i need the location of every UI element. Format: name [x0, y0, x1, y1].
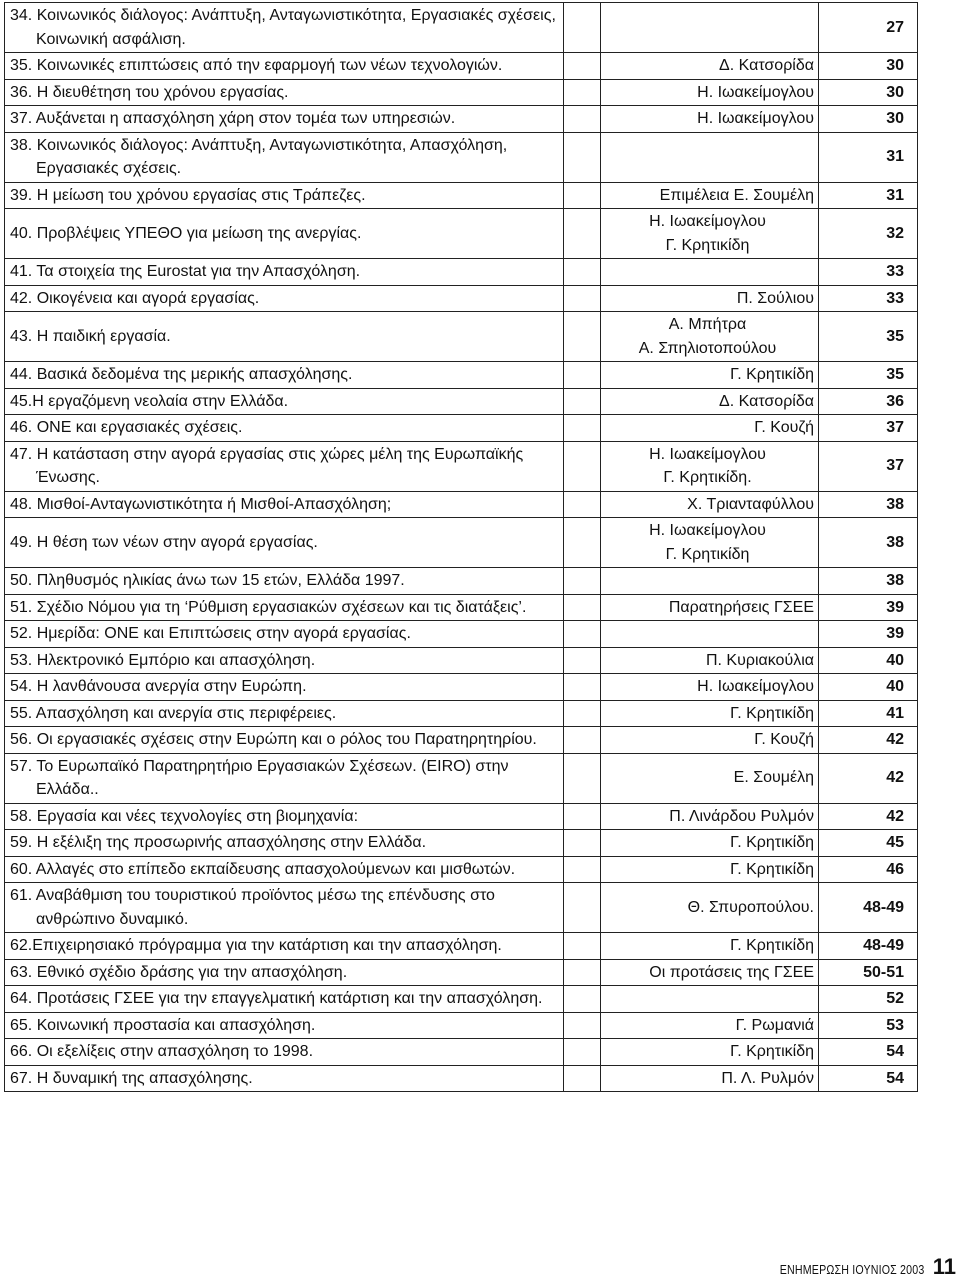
- entry-title: 40. Προβλέψεις ΥΠΕΘΟ για μείωση της ανεργίας.: [5, 209, 564, 259]
- toc-row: [5, 568, 918, 595]
- entry-title: 49. Η θέση των νέων στην αγορά εργασίας.: [5, 518, 564, 568]
- toc-row: [5, 79, 918, 106]
- author-name: Γ. Ρωμανιά: [735, 1016, 814, 1034]
- author-name: Η. Ιωακείμογλου: [697, 83, 814, 101]
- entry-author: [601, 647, 819, 674]
- entry-title: 55. Απασχόληση και ανεργία στις περιφέρειες.: [5, 700, 564, 727]
- entry-title: 63. Εθνικό σχέδιο δράσης για την απασχόληση.: [5, 959, 564, 986]
- author-name: Η. Ιωακείμογλου: [697, 678, 814, 695]
- entry-title: 45.Η εργαζόμενη νεολαία στην Ελλάδα.: [5, 388, 564, 415]
- entry-author: [601, 79, 819, 106]
- entry-title: 48. Μισθοί-Ανταγωνιστικότητα ή Μισθοί-Απασχόληση;: [5, 491, 564, 518]
- entry-author: [601, 933, 819, 960]
- toc-row: [5, 647, 918, 674]
- entry-spacer: [564, 959, 601, 986]
- author-name: Γ. Κουζή: [754, 731, 814, 748]
- entry-page: 32: [819, 209, 918, 259]
- entry-author: [601, 803, 819, 830]
- toc-row: [5, 312, 918, 362]
- toc-row: [5, 830, 918, 857]
- entry-page: 38: [819, 518, 918, 568]
- entry-spacer: [564, 803, 601, 830]
- entry-title: 54. Η λανθάνουσα ανεργία στην Ευρώπη.: [5, 674, 564, 701]
- entry-title: 60. Αλλαγές στο επίπεδο εκπαίδευσης απασχολούμενων και μισθωτών.: [5, 856, 564, 883]
- entry-title: 47. Η κατάσταση στην αγορά εργασίας στις χώρες μέλη της Ευρωπαϊκής Ένωσης.: [5, 441, 564, 491]
- entry-author: [601, 883, 819, 933]
- entry-page: 31: [819, 132, 918, 182]
- entry-author: [601, 674, 819, 701]
- entry-spacer: [564, 132, 601, 182]
- toc-row: [5, 727, 918, 754]
- toc-row: [5, 856, 918, 883]
- entry-title: 53. Ηλεκτρονικό Εμπόριο και απασχόληση.: [5, 647, 564, 674]
- entry-author: [601, 106, 819, 133]
- toc-row: [5, 1065, 918, 1092]
- author-name: Η. Ιωακείμογλου: [649, 522, 766, 539]
- entry-title: 36. Η διευθέτηση του χρόνου εργασίας.: [5, 79, 564, 106]
- entry-author: [601, 621, 819, 648]
- author-name: Π. Σούλιου: [736, 289, 814, 307]
- toc-row: [5, 491, 918, 518]
- entry-page: 48-49: [819, 883, 918, 933]
- entry-spacer: [564, 388, 601, 415]
- entry-spacer: [564, 883, 601, 933]
- entry-spacer: [564, 1012, 601, 1039]
- entry-title: 44. Βασικά δεδομένα της μερικής απασχόλησης.: [5, 362, 564, 389]
- entry-title: 52. Ημερίδα: ΟΝΕ και Επιπτώσεις στην αγορά εργασίας.: [5, 621, 564, 648]
- toc-row: [5, 518, 918, 568]
- entry-title: 58. Εργασία και νέες τεχνολογίες στη βιομηχανία:: [5, 803, 564, 830]
- toc-row: [5, 3, 918, 53]
- entry-title: 65. Κοινωνική προστασία και απασχόληση.: [5, 1012, 564, 1039]
- issue-label: ΕΝΗΜΕΡΩΣΗ ΙΟΥΝΙΟΣ 2003: [780, 1262, 925, 1277]
- entry-page: 39: [819, 594, 918, 621]
- entry-author: [601, 1012, 819, 1039]
- toc-row: [5, 959, 918, 986]
- author-name: Παρατηρήσεις ΓΣΕΕ: [668, 598, 814, 616]
- entry-author: [601, 594, 819, 621]
- entry-page: 54: [819, 1039, 918, 1066]
- entry-spacer: [564, 568, 601, 595]
- author-name: Π. Λ. Ρυλμόν: [721, 1069, 814, 1087]
- entry-page: 37: [819, 441, 918, 491]
- toc-row: [5, 106, 918, 133]
- author-name: Δ. Κατσορίδα: [719, 392, 814, 410]
- entry-title: 42. Οικογένεια και αγορά εργασίας.: [5, 285, 564, 312]
- entry-page: 27: [819, 3, 918, 53]
- entry-author: [601, 182, 819, 209]
- toc-row: [5, 933, 918, 960]
- contents-table-body: [5, 3, 918, 1092]
- author-name: Α. Σπηλιοτοπούλου: [638, 339, 777, 357]
- entry-spacer: [564, 830, 601, 857]
- entry-page: 30: [819, 79, 918, 106]
- entry-author: [601, 3, 819, 53]
- entry-spacer: [564, 182, 601, 209]
- author-name: Γ. Κρητικίδη: [665, 545, 750, 563]
- entry-title: 35. Κοινωνικές επιπτώσεις από την εφαρμογή των νέων τεχνολογιών.: [5, 53, 564, 80]
- contents-table: [4, 2, 918, 1092]
- entry-spacer: [564, 3, 601, 53]
- toc-row: [5, 594, 918, 621]
- entry-author: [601, 285, 819, 312]
- toc-row: [5, 1012, 918, 1039]
- entry-spacer: [564, 1039, 601, 1066]
- entry-spacer: [564, 518, 601, 568]
- entry-title: 57. Το Ευρωπαϊκό Παρατηρητήριο Εργασιακών Σχέσεων. (EIRO) στην Ελλάδα..: [5, 753, 564, 803]
- entry-author: [601, 1065, 819, 1092]
- entry-author: [601, 388, 819, 415]
- toc-row: [5, 132, 918, 182]
- entry-spacer: [564, 621, 601, 648]
- toc-row: [5, 285, 918, 312]
- toc-row: [5, 415, 918, 442]
- entry-author: [601, 986, 819, 1013]
- author-name: Η. Ιωακείμογλου: [697, 110, 814, 127]
- toc-row: [5, 700, 918, 727]
- page-number: 11: [932, 1254, 956, 1279]
- toc-row: [5, 53, 918, 80]
- page-footer: [748, 1254, 956, 1280]
- entry-page: 53: [819, 1012, 918, 1039]
- author-name: Η. Ιωακείμογλου: [649, 445, 766, 463]
- entry-author: [601, 753, 819, 803]
- entry-page: 42: [819, 803, 918, 830]
- entry-spacer: [564, 312, 601, 362]
- author-name: Γ. Κουζή: [754, 419, 814, 436]
- entry-spacer: [564, 491, 601, 518]
- entry-title: 64. Προτάσεις ΓΣΕΕ για την επαγγελματική κατάρτιση και την απασχόληση.: [5, 986, 564, 1013]
- entry-page: 42: [819, 753, 918, 803]
- author-name: Επιμέλεια Ε. Σουμέλη: [659, 186, 814, 204]
- entry-title: 66. Οι εξελίξεις στην απασχόληση το 1998.: [5, 1039, 564, 1066]
- entry-spacer: [564, 259, 601, 286]
- entry-author: [601, 727, 819, 754]
- entry-title: 43. Η παιδική εργασία.: [5, 312, 564, 362]
- entry-spacer: [564, 209, 601, 259]
- author-name: Χ. Τριανταφύλλου: [687, 495, 814, 513]
- entry-author: [601, 700, 819, 727]
- entry-page: 37: [819, 415, 918, 442]
- entry-spacer: [564, 362, 601, 389]
- entry-author: [601, 441, 819, 491]
- author-name: Π. Κυριακούλια: [705, 651, 814, 669]
- author-name: Γ. Κρητικίδη: [730, 834, 814, 851]
- entry-page: 48-49: [819, 933, 918, 960]
- author-name: Α. Μπήτρα: [668, 316, 747, 333]
- toc-row: [5, 182, 918, 209]
- entry-author: [601, 415, 819, 442]
- toc-row: [5, 388, 918, 415]
- entry-author: [601, 259, 819, 286]
- toc-row: [5, 1039, 918, 1066]
- entry-spacer: [564, 674, 601, 701]
- entry-spacer: [564, 594, 601, 621]
- author-name: Γ. Κρητικίδη: [730, 937, 814, 954]
- entry-title: 67. Η δυναμική της απασχόλησης.: [5, 1065, 564, 1092]
- entry-spacer: [564, 415, 601, 442]
- entry-title: 34. Κοινωνικός διάλογος: Ανάπτυξη, Ανταγωνιστικότητα, Εργασιακές σχέσεις, Κοινωνική ασφάλιση.: [5, 3, 564, 53]
- entry-page: 50-51: [819, 959, 918, 986]
- author-name: Γ. Κρητικίδη: [665, 236, 750, 254]
- author-name: Οι προτάσεις της ΓΣΕΕ: [649, 963, 814, 981]
- entry-page: 45: [819, 830, 918, 857]
- toc-row: [5, 753, 918, 803]
- entry-author: [601, 830, 819, 857]
- entry-spacer: [564, 856, 601, 883]
- author-name: Γ. Κρητικίδη: [730, 1043, 814, 1060]
- entry-spacer: [564, 1065, 601, 1092]
- entry-page: 40: [819, 674, 918, 701]
- author-name: Π. Λινάρδου Ρυλμόν: [669, 807, 814, 825]
- entry-author: [601, 132, 819, 182]
- entry-author: [601, 491, 819, 518]
- toc-row: [5, 803, 918, 830]
- entry-title: 41. Τα στοιχεία της Eurostat για την Απασχόληση.: [5, 259, 564, 286]
- entry-title: 38. Κοινωνικός διάλογος: Ανάπτυξη, Ανταγωνιστικότητα, Απασχόληση, Εργασιακές σχέσεις.: [5, 132, 564, 182]
- entry-page: 54: [819, 1065, 918, 1092]
- entry-spacer: [564, 727, 601, 754]
- entry-author: [601, 518, 819, 568]
- entry-author: [601, 53, 819, 80]
- author-name: Γ. Κρητικίδη: [730, 704, 814, 722]
- entry-title: 61. Αναβάθμιση του τουριστικού προϊόντος μέσω της επένδυσης στο ανθρώπινο δυναμικό.: [5, 883, 564, 933]
- entry-author: [601, 568, 819, 595]
- entry-spacer: [564, 647, 601, 674]
- entry-page: 35: [819, 312, 918, 362]
- entry-spacer: [564, 79, 601, 106]
- entry-page: 38: [819, 491, 918, 518]
- entry-spacer: [564, 986, 601, 1013]
- entry-author: [601, 856, 819, 883]
- entry-page: 42: [819, 727, 918, 754]
- entry-spacer: [564, 441, 601, 491]
- toc-row: [5, 362, 918, 389]
- entry-title: 37. Αυξάνεται η απασχόληση χάρη στον τομέα των υπηρεσιών.: [5, 106, 564, 133]
- entry-title: 39. Η μείωση του χρόνου εργασίας στις Τράπεζες.: [5, 182, 564, 209]
- author-name: Γ. Κρητικίδη.: [663, 469, 752, 486]
- entry-page: 46: [819, 856, 918, 883]
- author-name: Η. Ιωακείμογλου: [649, 213, 766, 230]
- entry-page: 33: [819, 285, 918, 312]
- entry-spacer: [564, 53, 601, 80]
- entry-spacer: [564, 933, 601, 960]
- entry-page: 39: [819, 621, 918, 648]
- entry-page: 52: [819, 986, 918, 1013]
- entry-page: 35: [819, 362, 918, 389]
- entry-title: 59. Η εξέλιξη της προσωρινής απασχόλησης στην Ελλάδα.: [5, 830, 564, 857]
- entry-author: [601, 959, 819, 986]
- entry-spacer: [564, 106, 601, 133]
- toc-row: [5, 259, 918, 286]
- author-name: Θ. Σπυροπούλου.: [687, 898, 814, 916]
- author-name: Ε. Σουμέλη: [733, 769, 814, 787]
- toc-row: [5, 986, 918, 1013]
- entry-title: 46. ΟΝΕ και εργασιακές σχέσεις.: [5, 415, 564, 442]
- entry-page: 36: [819, 388, 918, 415]
- entry-author: [601, 312, 819, 362]
- entry-page: 31: [819, 182, 918, 209]
- entry-page: 38: [819, 568, 918, 595]
- toc-row: [5, 883, 918, 933]
- entry-page: 40: [819, 647, 918, 674]
- entry-spacer: [564, 700, 601, 727]
- author-name: Γ. Κρητικίδη: [730, 860, 814, 878]
- entry-spacer: [564, 285, 601, 312]
- entry-author: [601, 209, 819, 259]
- entry-title: 62.Επιχειρησιακό πρόγραμμα για την κατάρτιση και την απασχόληση.: [5, 933, 564, 960]
- entry-spacer: [564, 753, 601, 803]
- author-name: Δ. Κατσορίδα: [719, 57, 814, 74]
- entry-title: 51. Σχέδιο Νόμου για τη ‘Ρύθμιση εργασιακών σχέσεων και τις διατάξεις’.: [5, 594, 564, 621]
- toc-row: [5, 674, 918, 701]
- entry-title: 56. Οι εργασιακές σχέσεις στην Ευρώπη και ο ρόλος του Παρατηρητηρίου.: [5, 727, 564, 754]
- entry-author: [601, 1039, 819, 1066]
- toc-row: [5, 621, 918, 648]
- entry-author: [601, 362, 819, 389]
- entry-page: 30: [819, 106, 918, 133]
- entry-page: 33: [819, 259, 918, 286]
- toc-row: [5, 209, 918, 259]
- toc-row: [5, 441, 918, 491]
- entry-page: 30: [819, 53, 918, 80]
- author-name: Γ. Κρητικίδη: [730, 366, 814, 383]
- entry-page: 41: [819, 700, 918, 727]
- entry-title: 50. Πληθυσμός ηλικίας άνω των 15 ετών, Ελλάδα 1997.: [5, 568, 564, 595]
